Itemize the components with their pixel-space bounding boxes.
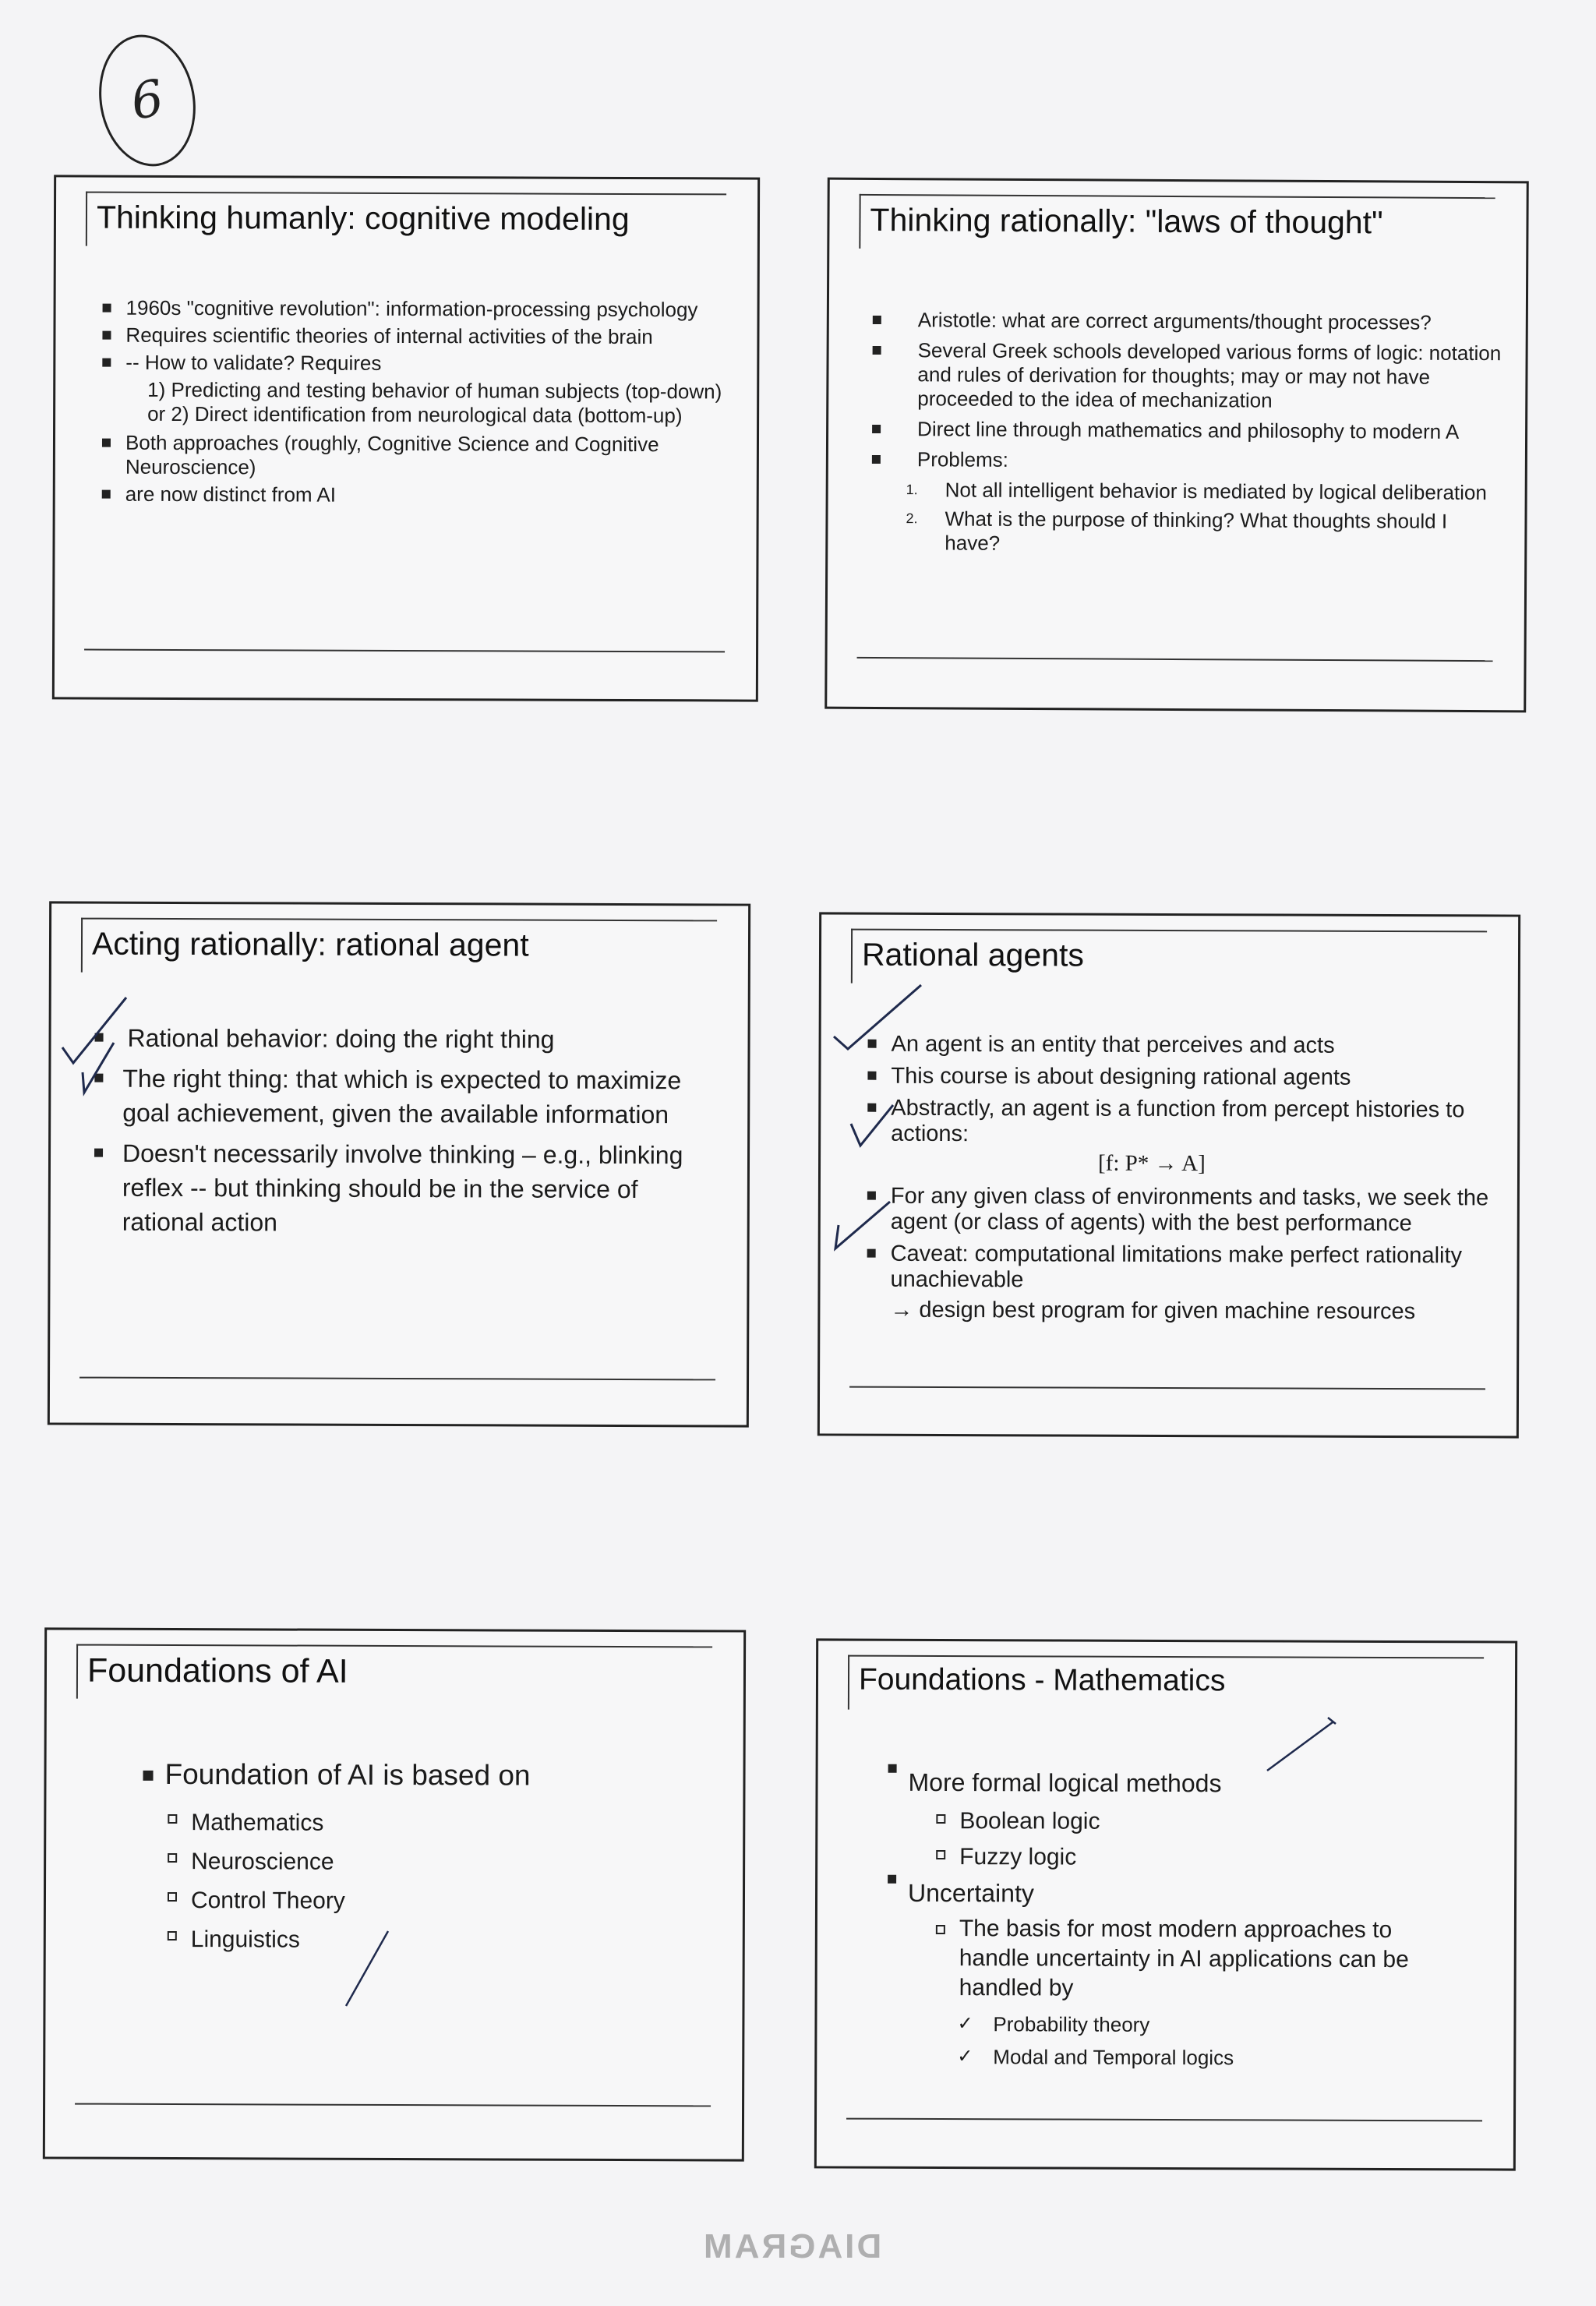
bullet: The right thing: that which is expected to maximize goal achievement, given the available information bbox=[91, 1061, 722, 1132]
sub-item: or 2) Direct identification from neurological data (bottom-up) bbox=[147, 401, 683, 428]
list-item: Neuroscience bbox=[168, 1842, 345, 1882]
slide-footer-rule bbox=[846, 2118, 1482, 2122]
slide-title: Foundations of AI bbox=[87, 1651, 348, 1690]
bullet: Problems: bbox=[869, 447, 1508, 475]
bullet: Foundation of AI is based on bbox=[139, 1755, 685, 1796]
slide-footer-rule bbox=[79, 1377, 715, 1381]
slide-foundations-of-ai bbox=[43, 1627, 746, 2161]
slide-thinking-humanly bbox=[52, 175, 760, 701]
sub-item: 1) Predicting and testing behavior of human subjects (top-down) bbox=[147, 377, 722, 404]
slide-thinking-rationally bbox=[824, 178, 1529, 713]
slide-footer-rule bbox=[857, 657, 1493, 662]
agent-function-formula: [f: P* → A] bbox=[1097, 1150, 1206, 1177]
bullet: Uncertainty bbox=[885, 1875, 1034, 1912]
checkmark-icon: ✓ bbox=[957, 2013, 973, 2035]
page-number: 6 bbox=[89, 27, 206, 175]
bullet: Direct line through mathematics and philosophy to modern A bbox=[869, 417, 1508, 444]
bleed-through-text: DIAGRAM bbox=[701, 2227, 882, 2265]
slide-acting-rationally bbox=[48, 901, 750, 1427]
bullet: Doesn't necessarily involve thinking – e.g., blinking reflex -- but thinking should be in the service of rational action bbox=[91, 1136, 722, 1241]
list-item: Mathematics bbox=[168, 1803, 345, 1843]
bullet: -- How to validate? Requires bbox=[99, 351, 730, 377]
list-item: Boolean logic bbox=[936, 1803, 1100, 1840]
bullet: Caveat: computational limitations make perfect rationality unachievable bbox=[863, 1241, 1502, 1295]
list-item: Linguistics bbox=[168, 1920, 345, 1960]
bullet: Abstractly, an agent is a function from percept histories to actions: bbox=[864, 1096, 1503, 1149]
slide-title: Thinking rationally: "laws of thought" bbox=[870, 201, 1383, 241]
bullet: Both approaches (roughly, Cognitive Science and Cognitive Neuroscience) bbox=[99, 431, 730, 482]
slide-title: Acting rationally: rational agent bbox=[91, 925, 529, 963]
checkmark-icon: ✓ bbox=[957, 2046, 973, 2068]
bullet: Rational behavior: doing the right thing bbox=[91, 1021, 722, 1058]
bullet: This course is about designing rational agents bbox=[864, 1064, 1503, 1092]
bullet: are now distinct from AI bbox=[99, 482, 730, 509]
slide-title: Thinking humanly: cognitive modeling bbox=[96, 199, 630, 237]
bullet: Several Greek schools developed various forms of logic: notation and rules of derivation for thoughts; may or may not have proceeded to the idea of mechanization bbox=[869, 338, 1508, 414]
bullet: An agent is an entity that perceives and acts bbox=[865, 1032, 1504, 1060]
slide-title: Rational agents bbox=[861, 936, 1084, 973]
slide-footer-rule bbox=[849, 1386, 1485, 1390]
bullet: Requires scientific theories of internal activities of the brain bbox=[99, 323, 730, 350]
list-item: The basis for most modern approaches to handle uncertainty in AI applications can be handled by bbox=[936, 1914, 1435, 2004]
slide-footer-rule bbox=[84, 649, 725, 653]
slide-footer-rule bbox=[75, 2103, 711, 2107]
conclusion: → design best program for given machine resources bbox=[890, 1297, 1416, 1325]
check-item: ✓ Modal and Temporal logics bbox=[951, 2040, 1418, 2075]
list-item: Fuzzy logic bbox=[936, 1839, 1100, 1876]
slide-rational-agents bbox=[817, 912, 1520, 1438]
bullet: More formal logical methods bbox=[885, 1764, 1492, 1803]
bullet: 1960s "cognitive revolution": information-processing psychology bbox=[100, 296, 731, 323]
problem-item: 2. What is the purpose of thinking? What thoughts should I have? bbox=[906, 507, 1448, 555]
bullet: Aristotle: what are correct arguments/thought processes? bbox=[870, 308, 1509, 335]
problem-item: 1. Not all intelligent behavior is mediated by logical deliberation bbox=[906, 478, 1487, 505]
bullet: For any given class of environments and tasks, we seek the agent (or class of agents) with the best performance bbox=[864, 1184, 1503, 1238]
slide-foundations-mathematics bbox=[814, 1638, 1517, 2170]
check-item: ✓ Probability theory bbox=[951, 2008, 1418, 2042]
list-item: Control Theory bbox=[168, 1881, 345, 1921]
slide-title: Foundations - Mathematics bbox=[858, 1662, 1226, 1698]
